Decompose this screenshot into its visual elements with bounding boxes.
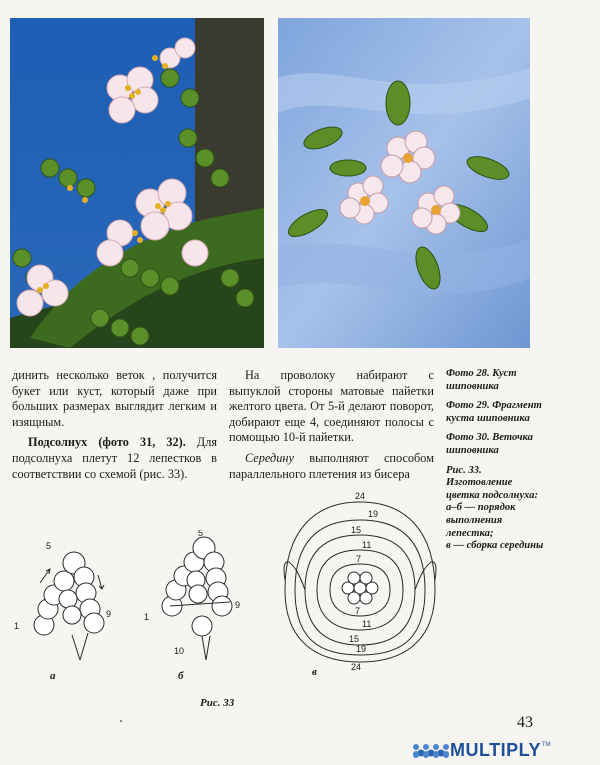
paragraph (12, 435, 217, 482)
caption-figure-33 (446, 465, 546, 553)
paragraph-text: выполняют способом параллельного плетения из бисера (229, 450, 434, 481)
people-icon (410, 742, 450, 760)
caption-figure-33-v: в — сборка середины (446, 540, 544, 552)
logo-text: MULTIPLY (450, 740, 542, 760)
page-number: 43 (517, 714, 533, 731)
number-5: 5 (46, 541, 52, 551)
figure-33b-petal-steps (140, 530, 250, 665)
text-column-2 (229, 368, 434, 487)
number-7: 7 (356, 554, 362, 564)
caption-figure-33-ab: а–б — порядок выполнения лепестка; (446, 502, 516, 539)
caption-photo-30: Фото 30. Веточка шиповника (446, 432, 533, 456)
number-9: 9 (235, 600, 241, 610)
number-1: 1 (14, 621, 20, 631)
number-5: 5 (198, 530, 204, 538)
number-10: 10 (174, 646, 185, 656)
number-24: 24 (351, 662, 362, 670)
emphasis: Середину (245, 450, 294, 465)
number-9: 9 (106, 609, 112, 619)
number-19: 19 (368, 509, 379, 519)
section-heading: Подсолнух (фото 31, 32). (28, 435, 186, 450)
caption-figure-33-title: Рис. 33. Изготовление цветка подсолнуха: (446, 464, 538, 501)
number-7: 7 (355, 606, 361, 616)
paragraph: На проволоку набирают с выпуклой стороны матовые пайетки желтого цвета. От 5-й делают поворот, добирают еще 4, соединяют полосы с помощью 10-й пайетки. (229, 368, 434, 445)
number-11: 11 (362, 619, 372, 629)
number-1: 1 (144, 612, 150, 622)
paragraph-text: Для подсолнуха плетут 12 лепестков в соответствии со схемой (рис. 33). (12, 435, 217, 481)
number-15: 15 (351, 525, 362, 535)
multiply-logo (410, 740, 551, 761)
number-24: 24 (355, 491, 366, 501)
figure-caption: Рис. 33 (200, 697, 235, 709)
figure-label-b: б (178, 670, 184, 682)
caption-photo-28: Фото 28. Куст шиповника (446, 368, 517, 392)
number-11: 11 (362, 540, 372, 550)
paragraph: динить несколько веток , получится букет или куст, который даже при больших размерах выглядит легким и изящным. (12, 368, 217, 429)
printing-dot (120, 720, 122, 722)
text-column-1 (12, 368, 217, 487)
logo-trademark: TM (542, 742, 551, 748)
number-15: 15 (349, 634, 360, 644)
figure-label-v: в (312, 666, 317, 678)
photo-rosehip-bush (10, 18, 264, 348)
figure-33a-petal-steps (10, 535, 120, 665)
number-19: 19 (356, 644, 367, 654)
captions-column (446, 368, 546, 560)
figure-33v-center-assembly (275, 490, 445, 670)
paragraph (229, 451, 434, 482)
figure-label-a: а (50, 670, 56, 682)
photo-rosehip-sprig (278, 18, 530, 348)
caption-photo-29: Фото 29. Фрагмент куста шиповника (446, 400, 542, 424)
